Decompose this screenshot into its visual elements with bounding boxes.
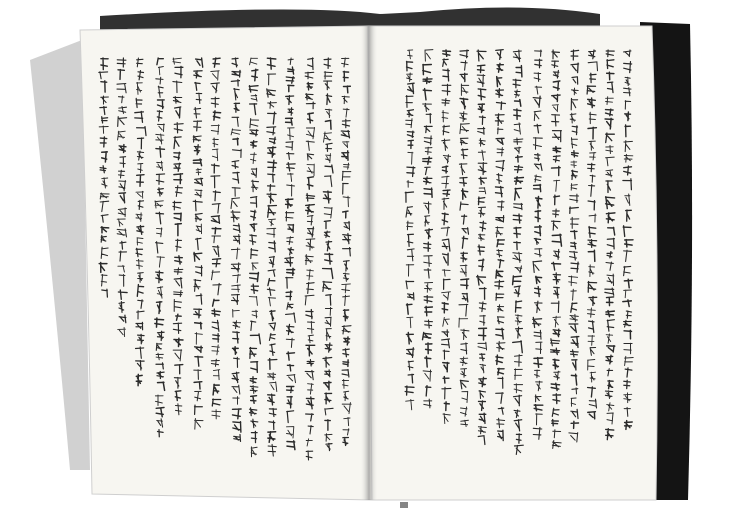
page-stain — [400, 502, 408, 508]
scan-shadow-left — [30, 40, 90, 470]
right-page — [368, 26, 657, 500]
gutter-shadow — [360, 26, 378, 500]
